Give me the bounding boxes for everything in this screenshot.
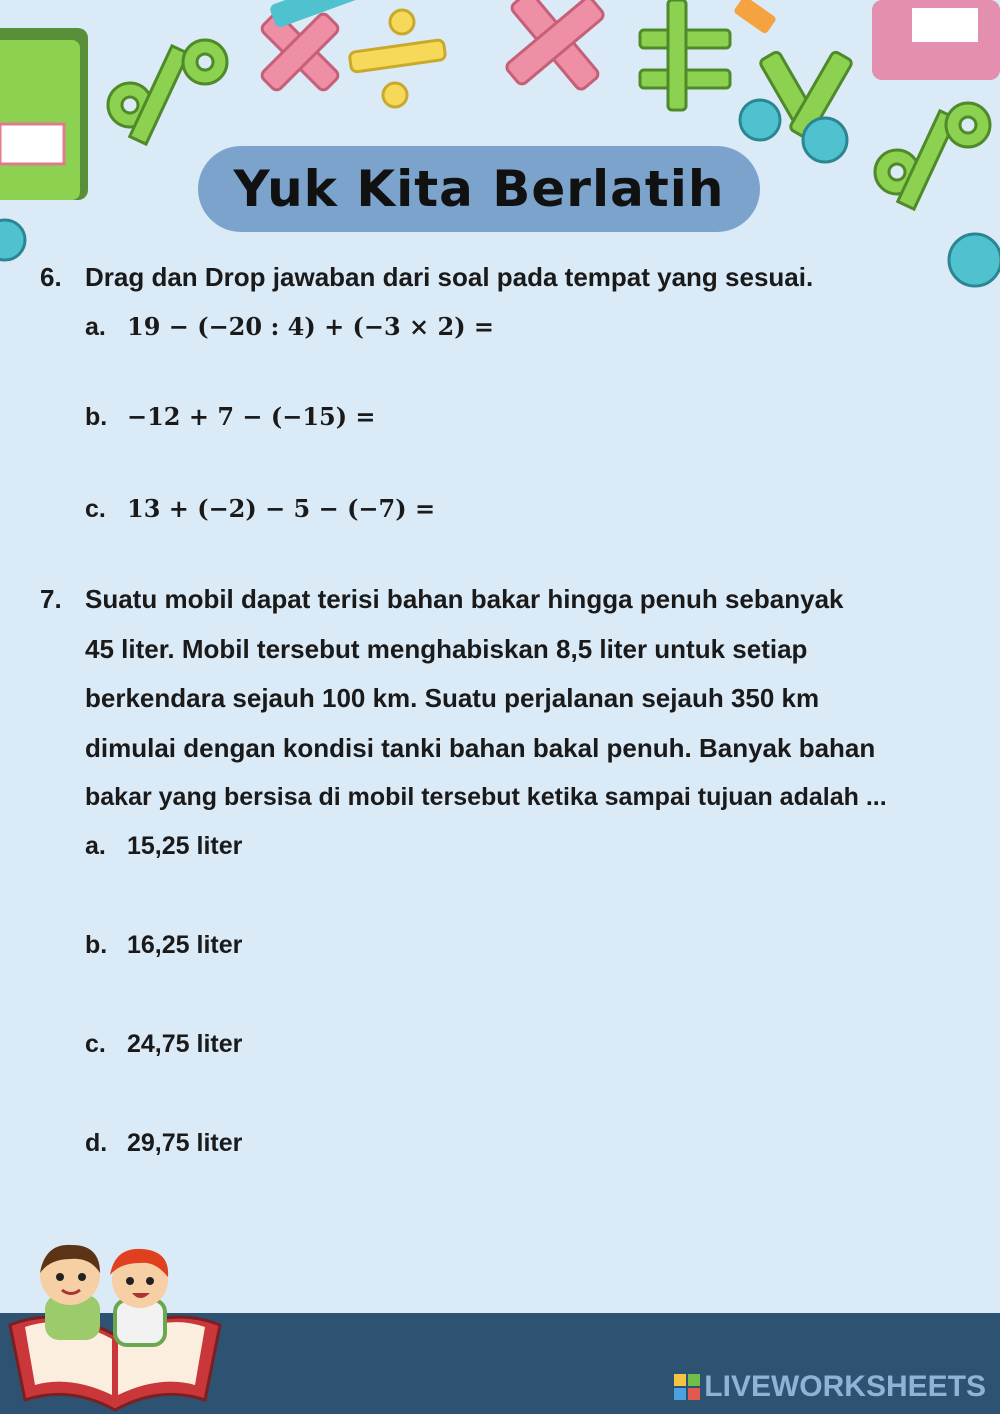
percent-icon-2 [875, 103, 990, 209]
page-title: Yuk Kita Berlatih [233, 160, 725, 218]
option-label: d. [85, 1129, 108, 1157]
not-equal-icon [640, 0, 730, 110]
question-number: 6. [40, 262, 62, 292]
q7-option-d[interactable] [85, 1129, 242, 1158]
question-number: 7. [40, 584, 62, 614]
item-label: c. [85, 495, 106, 523]
option-text: 24,75 liter [127, 1030, 243, 1058]
q7-option-a[interactable] [85, 832, 242, 861]
question-7 [40, 584, 85, 615]
math-expression: 13 + (−2) − 5 − (−7) = [127, 494, 436, 523]
book-icon [0, 28, 88, 200]
q7-option-b[interactable] [85, 931, 242, 960]
question-line: Suatu mobil dapat terisi bahan bakar hingga penuh sebanyak [85, 584, 844, 614]
option-text: 15,25 liter [127, 832, 243, 860]
caret-icon [759, 51, 853, 140]
q6-item-c [85, 494, 435, 524]
option-text: 29,75 liter [127, 1129, 243, 1157]
item-label: a. [85, 313, 106, 341]
math-expression: −12 + 7 − (−15) = [127, 402, 376, 431]
math-expression: 19 − (−20 : 4) + (−3 × 2) = [127, 312, 495, 341]
multiply-icon-2 [505, 0, 606, 91]
item-label: b. [85, 403, 108, 431]
question-line: berkendara sejauh 100 km. Suatu perjalanan sejauh 350 km [85, 683, 820, 713]
q6-item-b [85, 402, 376, 432]
title-banner [198, 146, 760, 232]
liveworksheets-logo[interactable] [674, 1370, 986, 1404]
question-line: bakar yang bersisa di mobil tersebut ketika sampai tujuan adalah ... [85, 783, 887, 811]
question-text: Drag dan Drop jawaban dari soal pada tempat yang sesuai. [85, 262, 814, 292]
question-line: dimulai dengan kondisi tanki bahan bakal penuh. Banyak bahan [85, 733, 876, 763]
option-label: b. [85, 931, 108, 959]
q7-option-c[interactable] [85, 1030, 242, 1059]
logo-grid-icon [674, 1374, 700, 1400]
brand-name: LIVEWORKSHEETS [704, 1370, 986, 1403]
percent-icon [108, 40, 227, 144]
kids-reading-book-illustration [0, 1235, 230, 1414]
option-label: c. [85, 1030, 106, 1058]
option-label: a. [85, 832, 106, 860]
option-text: 16,25 liter [127, 931, 243, 959]
question-6 [40, 262, 813, 293]
multiply-icon [260, 12, 341, 93]
question-line: 45 liter. Mobil tersebut menghabiskan 8,5 liter untuk setiap [85, 634, 808, 664]
divide-icon [349, 10, 446, 107]
q6-item-a [85, 312, 494, 342]
